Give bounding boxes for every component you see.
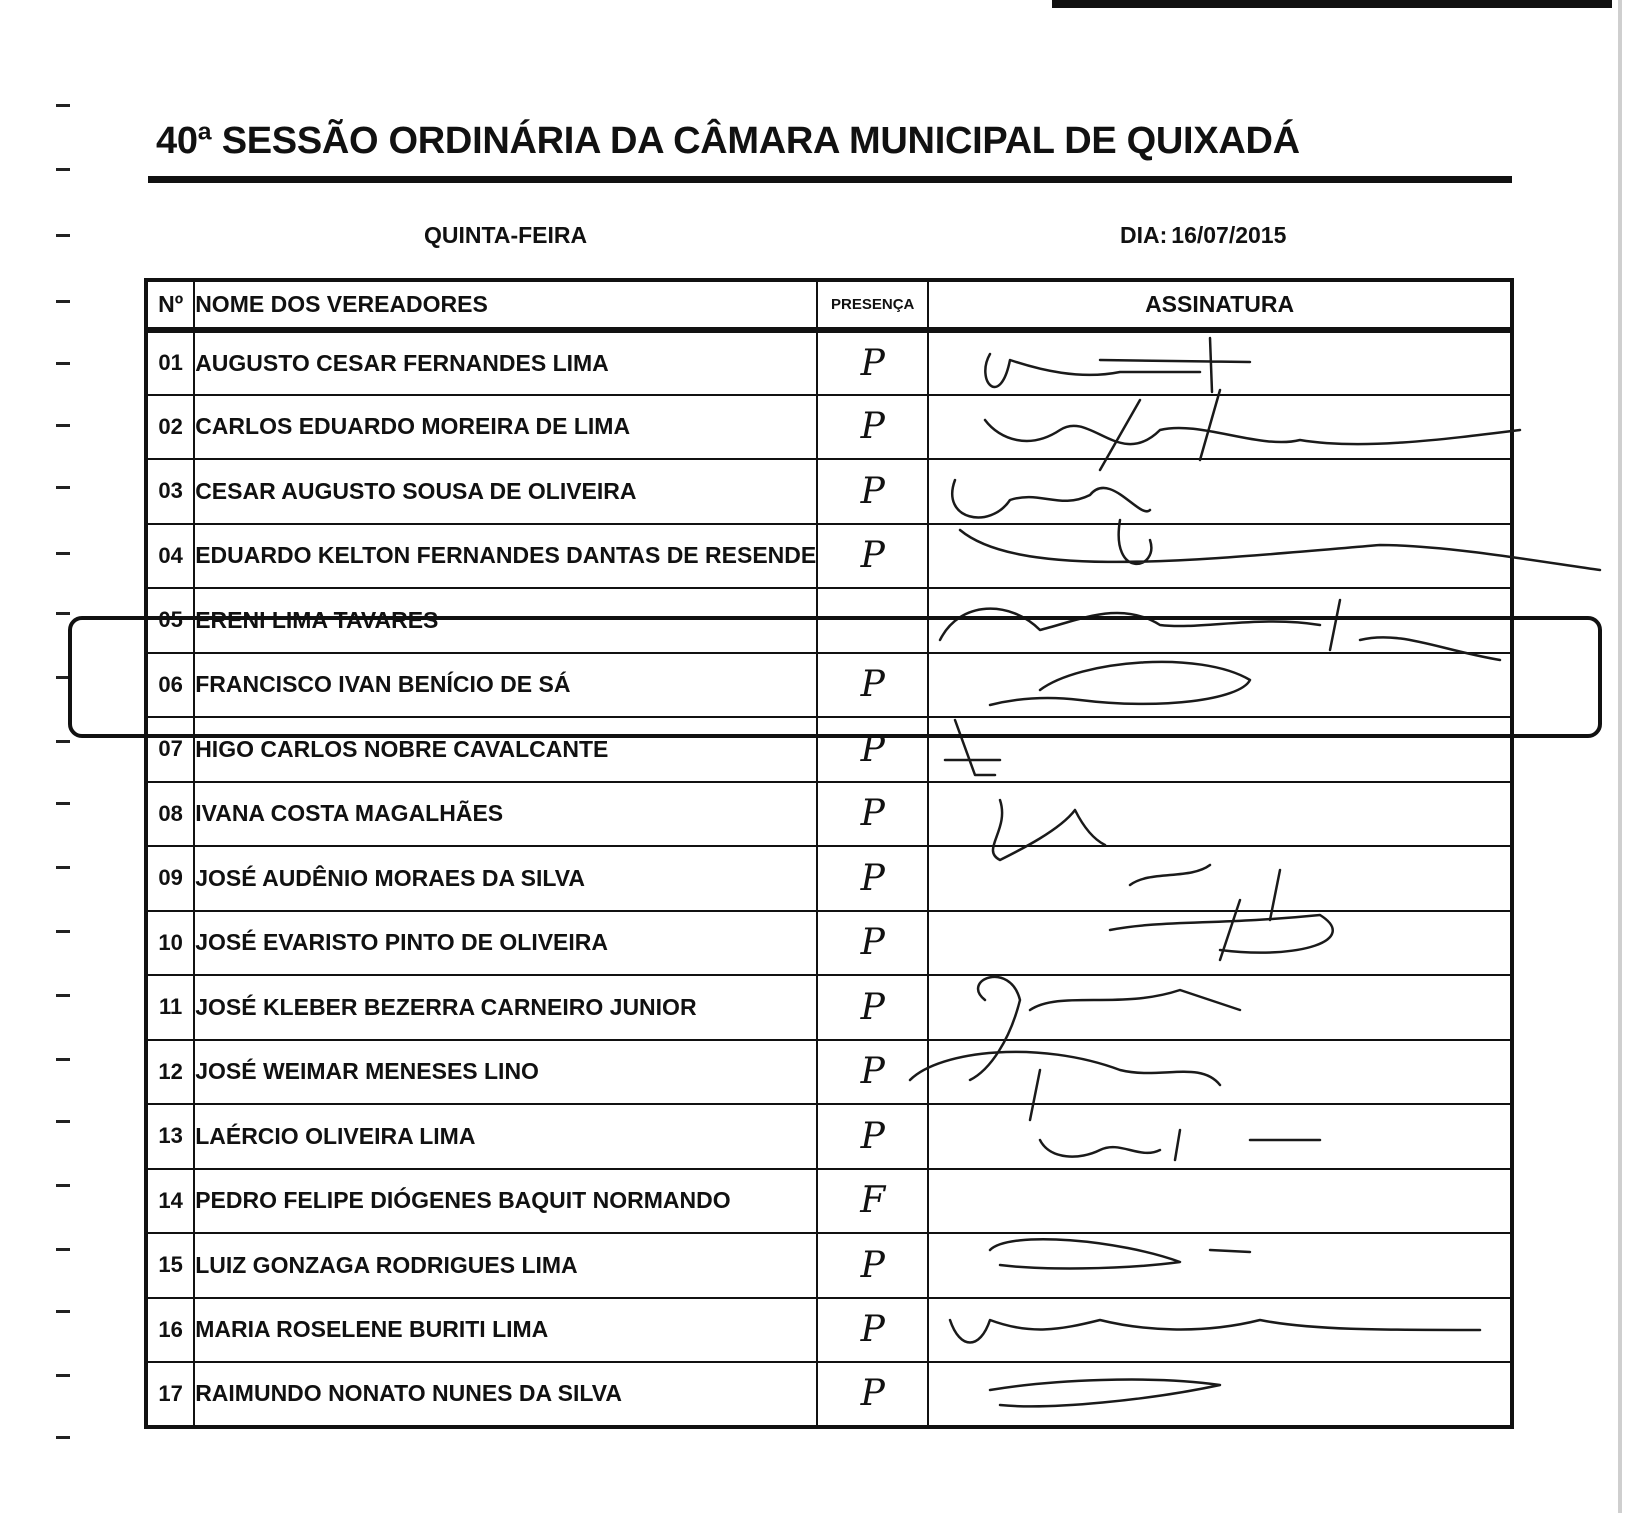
header-presence: PRESENÇA xyxy=(817,280,928,330)
margin-tick xyxy=(56,1184,70,1187)
table-row xyxy=(146,1104,1512,1169)
councillor-name: CARLOS EDUARDO MOREIRA DE LIMA xyxy=(194,395,817,460)
margin-tick xyxy=(56,802,70,805)
councillor-name: CESAR AUGUSTO SOUSA DE OLIVEIRA xyxy=(194,459,817,524)
margin-tick xyxy=(56,1436,70,1439)
margin-tick xyxy=(56,486,70,489)
councillor-name: LAÉRCIO OLIVEIRA LIMA xyxy=(194,1104,817,1169)
councillor-name: ERENI LIMA TAVARES xyxy=(194,588,817,653)
table-row xyxy=(146,1040,1512,1105)
presence-mark: P xyxy=(817,782,928,847)
signature-cell xyxy=(928,1040,1512,1105)
row-number: 09 xyxy=(146,846,194,911)
councillor-name: JOSÉ AUDÊNIO MORAES DA SILVA xyxy=(194,846,817,911)
presence-mark: P xyxy=(817,1233,928,1298)
presence-mark: P xyxy=(817,717,928,782)
signature-cell xyxy=(928,1169,1512,1234)
margin-tick xyxy=(56,1058,70,1061)
margin-tick xyxy=(56,1310,70,1313)
attendance-table xyxy=(144,278,1514,1429)
signature-cell xyxy=(928,911,1512,976)
margin-tick xyxy=(56,930,70,933)
table-row xyxy=(146,1298,1512,1363)
table-row xyxy=(146,330,1512,395)
date-value: 16/07/2015 xyxy=(1171,222,1287,248)
presence-mark: P xyxy=(817,1362,928,1427)
councillor-name: EDUARDO KELTON FERNANDES DANTAS DE RESENDE xyxy=(194,524,817,589)
councillor-name: JOSÉ WEIMAR MENESES LINO xyxy=(194,1040,817,1105)
presence-mark: P xyxy=(817,846,928,911)
presence-mark: P xyxy=(817,1104,928,1169)
presence-mark: P xyxy=(817,330,928,395)
table-row xyxy=(146,782,1512,847)
signature-cell xyxy=(928,1362,1512,1427)
document-title: 40ª SESSÃO ORDINÁRIA DA CÂMARA MUNICIPAL DE QUIXADÁ xyxy=(156,120,1300,162)
margin-tick xyxy=(56,234,70,237)
margin-tick xyxy=(56,994,70,997)
row-number: 10 xyxy=(146,911,194,976)
margin-tick xyxy=(56,300,70,303)
row-number: 07 xyxy=(146,717,194,782)
councillor-name: PEDRO FELIPE DIÓGENES BAQUIT NORMANDO xyxy=(194,1169,817,1234)
signature-cell xyxy=(928,524,1512,589)
row-number: 01 xyxy=(146,330,194,395)
row-number: 06 xyxy=(146,653,194,718)
councillor-name: IVANA COSTA MAGALHÃES xyxy=(194,782,817,847)
presence-mark: P xyxy=(817,1298,928,1363)
header-name: NOME DOS VEREADORES xyxy=(194,280,817,330)
row-number: 13 xyxy=(146,1104,194,1169)
row-number: 16 xyxy=(146,1298,194,1363)
councillor-name: MARIA ROSELENE BURITI LIMA xyxy=(194,1298,817,1363)
title-underline xyxy=(148,176,1512,183)
margin-tick xyxy=(56,612,70,615)
signature-cell xyxy=(928,975,1512,1040)
signature-cell xyxy=(928,330,1512,395)
councillor-name: FRANCISCO IVAN BENÍCIO DE SÁ xyxy=(194,653,817,718)
margin-tick xyxy=(56,1248,70,1251)
header-signature: ASSINATURA xyxy=(928,280,1512,330)
table-row xyxy=(146,1233,1512,1298)
table-row xyxy=(146,1169,1512,1234)
signature-cell xyxy=(928,395,1512,460)
table-row xyxy=(146,975,1512,1040)
margin-tick xyxy=(56,1120,70,1123)
councillor-name: JOSÉ KLEBER BEZERRA CARNEIRO JUNIOR xyxy=(194,975,817,1040)
councillor-name: HIGO CARLOS NOBRE CAVALCANTE xyxy=(194,717,817,782)
margin-tick xyxy=(56,740,70,743)
signature-cell xyxy=(928,459,1512,524)
row-number: 12 xyxy=(146,1040,194,1105)
councillor-name: LUIZ GONZAGA RODRIGUES LIMA xyxy=(194,1233,817,1298)
scan-right-edge xyxy=(1618,0,1622,1513)
table-row xyxy=(146,1362,1512,1427)
table-row xyxy=(146,846,1512,911)
row-number: 14 xyxy=(146,1169,194,1234)
councillor-name: RAIMUNDO NONATO NUNES DA SILVA xyxy=(194,1362,817,1427)
table-row xyxy=(146,459,1512,524)
margin-tick xyxy=(56,552,70,555)
row-number: 08 xyxy=(146,782,194,847)
row-number: 05 xyxy=(146,588,194,653)
presence-mark: P xyxy=(817,653,928,718)
margin-tick xyxy=(56,104,70,107)
row-number: 03 xyxy=(146,459,194,524)
row-06-highlight xyxy=(68,616,1602,738)
header-number: Nº xyxy=(146,280,194,330)
presence-mark: P xyxy=(817,524,928,589)
header-row xyxy=(146,280,1512,330)
scan-top-edge xyxy=(1052,0,1612,8)
signature-cell xyxy=(928,846,1512,911)
row-number: 02 xyxy=(146,395,194,460)
weekday-label: QUINTA-FEIRA xyxy=(424,222,588,248)
councillor-name: AUGUSTO CESAR FERNANDES LIMA xyxy=(194,330,817,395)
signature-cell xyxy=(928,1233,1512,1298)
presence-mark: F xyxy=(817,1169,928,1234)
table-row xyxy=(146,524,1512,589)
presence-mark: P xyxy=(817,911,928,976)
margin-tick xyxy=(56,866,70,869)
signature-cell xyxy=(928,1298,1512,1363)
councillor-name: JOSÉ EVARISTO PINTO DE OLIVEIRA xyxy=(194,911,817,976)
date-label: DIA: xyxy=(1120,222,1168,248)
presence-mark: P xyxy=(817,1040,928,1105)
table-row xyxy=(146,395,1512,460)
margin-tick xyxy=(56,168,70,171)
margin-tick xyxy=(56,1374,70,1377)
presence-mark: P xyxy=(817,395,928,460)
presence-mark: P xyxy=(817,459,928,524)
table-row xyxy=(146,911,1512,976)
session-date xyxy=(1120,222,1286,249)
signature-cell xyxy=(928,782,1512,847)
margin-tick xyxy=(56,424,70,427)
row-number: 11 xyxy=(146,975,194,1040)
margin-tick xyxy=(56,362,70,365)
presence-mark: P xyxy=(817,975,928,1040)
row-number: 17 xyxy=(146,1362,194,1427)
row-number: 15 xyxy=(146,1233,194,1298)
row-number: 04 xyxy=(146,524,194,589)
signature-cell xyxy=(928,1104,1512,1169)
